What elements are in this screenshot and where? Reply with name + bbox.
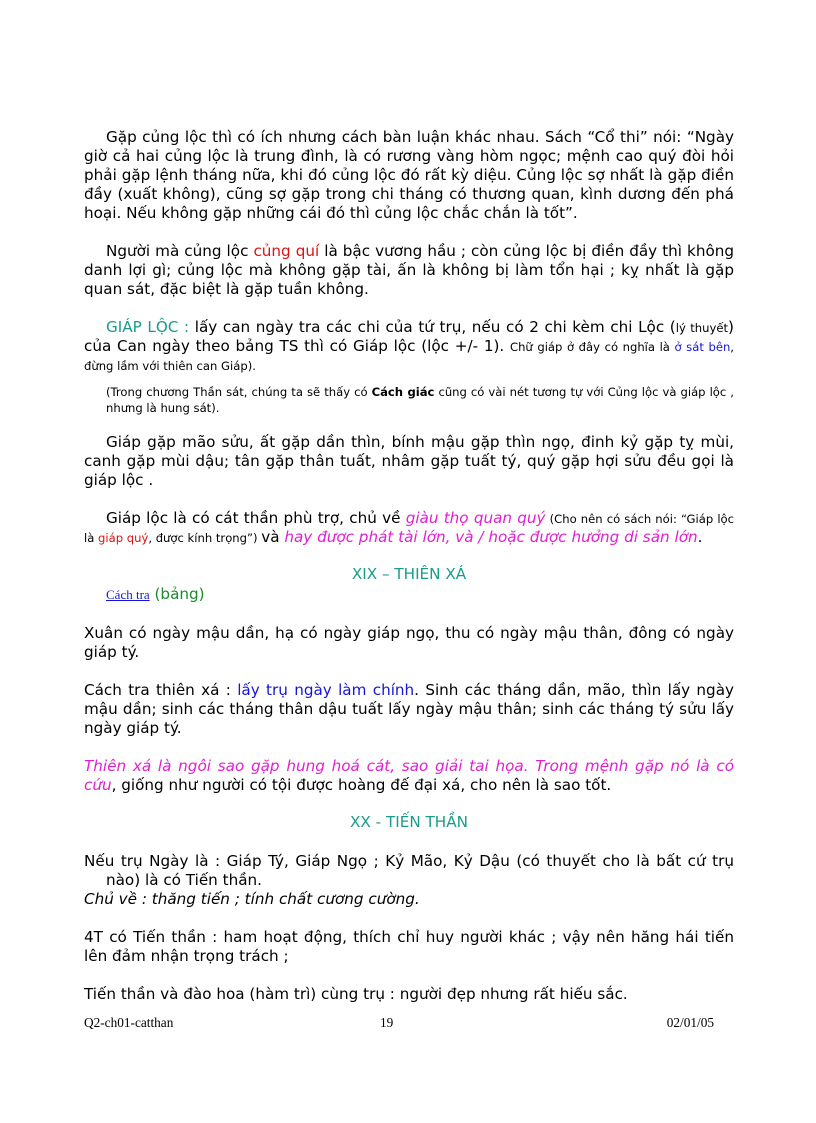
- term-giap-loc: GIÁP LỘC :: [106, 318, 195, 336]
- text: lấy can ngày tra các chi của tứ trụ, nếu có 2 chi kèm chi Lộc (: [194, 318, 676, 336]
- footer-date: 02/01/05: [666, 1015, 714, 1030]
- cach-tra-link[interactable]: Cách tra: [106, 587, 150, 602]
- text: .: [697, 528, 703, 546]
- text: Người mà củng lộc: [106, 242, 254, 260]
- footer-filename: Q2-ch01-catthan: [84, 1015, 174, 1030]
- note-o-sat-ben: ở sát bên: [674, 340, 731, 354]
- text: Giáp lộc là có cát thần phù trợ, chủ về: [106, 509, 406, 527]
- paragraph-4t: 4T có Tiến thần : ham hoạt động, thích chỉ huy người khác ; vậy nên hăng hái tiến lên đảm nhận trọng trách ;: [84, 928, 734, 965]
- section-heading-tien-than: XX - TIẾN THẦN: [350, 813, 468, 831]
- document-body: [84, 124, 734, 1004]
- paragraph-giap-gap: Giáp gặp mão sửu, ất gặp dần thìn, bính mậu gặp thìn ngọ, đinh kỷ gặp tỵ mùi, canh gặp mùi dậu; tân gặp thân tuất, nhâm gặp tuất tý, quý gặp hợi sửu đều gọi là giáp lộc .: [84, 433, 734, 489]
- text: là bậc vương hầu ; còn củng lộc bị điền đầy thì không danh lợi gì; củng lộc mà không gặp tài, ấn là không bị làm tổn hại ; kỵ nhất là gặp quan sát, đặc biệt là gặp tuần không.: [84, 242, 734, 298]
- text: cũng có vài nét tương tự với Củng lộc và giáp lộc , nhưng là hung sát).: [106, 385, 734, 415]
- paragraph-giap-loc: [84, 318, 734, 375]
- paragraph-cung-qui: [84, 242, 734, 299]
- lookup-line: [84, 584, 734, 604]
- note-kinh-trong: , được kính trọng”): [148, 531, 262, 545]
- highlight-phat-tai: hay được phát tài lớn, và / hoặc được hưởng di sản lớn: [284, 528, 698, 546]
- paragraph-cung-loc: Gặp củng lộc thì có ích nhưng cách bàn luận khác nhau. Sách “Cổ thi” nói: “Ngày giờ cả hai củng lộc là trung đình, là có rương vàng hòm ngọc; mệnh cao quý đòi hỏi phải gặp lệnh tháng nữa, khi đó củng lộc đó rất kỳ diệu. Củng lộc sợ nhất là gặp điền đầy (xuất không), cũng sợ gặp trong chi tháng có thương quan, kình dương đến phá hoại. Nếu không gặp những cái đó thì củng lộc chắc chắn là tốt”.: [84, 128, 734, 222]
- text: , giống như người có tội được hoàng đế đại xá, cho nên là sao tốt.: [111, 776, 612, 794]
- paragraph-cach-tra: [84, 681, 734, 738]
- highlight-giau-tho: giàu thọ quan quý: [405, 509, 546, 527]
- paragraph-cat-than: [84, 509, 734, 547]
- note-ly-thuyet: lý thuyết: [675, 321, 729, 335]
- paragraph-xuan: Xuân có ngày mậu dần, hạ có ngày giáp ngọ, thu có ngày mậu thân, đông có ngày giáp tý.: [84, 624, 734, 661]
- text: ) của Can ngày theo bảng TS thì có Giáp lộc (lộc +/- 1).: [84, 318, 734, 355]
- term-cach-giac: Cách giác: [371, 385, 435, 399]
- paragraph-chu-ve: Chủ về : thăng tiến ; tính chất cương cường.: [84, 890, 420, 908]
- footer-page-number: 19: [380, 1015, 394, 1030]
- note-giap-quy: giáp quý: [98, 531, 149, 545]
- text: . Sinh các tháng dần, mão, thìn lấy ngày mậu dần; sinh các tháng thân dậu tuất lấy ngày mậu thân; sinh các tháng tý sửu lấy ngày giáp tý.: [84, 681, 734, 737]
- text: (Trong chương Thần sát, chúng ta sẽ thấy có: [106, 385, 372, 399]
- paragraph-dao-hoa: Tiến thần và đào hoa (hàm trì) cùng trụ : người đẹp nhưng rất hiếu sắc.: [84, 985, 628, 1003]
- text: Cách tra thiên xá :: [84, 681, 238, 699]
- note-cho-nen: (Cho nên có sách nói: “Giáp lộc là: [84, 512, 735, 545]
- note-dung-lam: , đừng lầm với thiên can Giáp).: [84, 340, 734, 373]
- highlight-thien-xa: Thiên xá là ngôi sao gặp hung hoá cát, sao giải tai họa. Trong mệnh gặp nó là có cứu: [84, 757, 734, 794]
- paragraph-cach-giac-note: [84, 384, 734, 416]
- highlight-cung-qui: củng quí: [253, 242, 320, 260]
- paragraph-thien-xa: [84, 757, 734, 795]
- text: và: [261, 528, 285, 546]
- paragraph-tien-than: Nếu trụ Ngày là : Giáp Tý, Giáp Ngọ ; Kỷ Mão, Kỷ Dậu (có thuyết cho là bất cứ trụ nào) là có Tiến thần.: [84, 852, 734, 889]
- note-chu-giap: Chữ giáp ở đây có nghĩa là: [509, 340, 675, 354]
- section-heading-thien-xa: XIX – THIÊN XÁ: [351, 565, 467, 583]
- highlight-tru-ngay: lấy trụ ngày làm chính: [237, 681, 415, 699]
- bang-label: (bảng): [149, 585, 205, 603]
